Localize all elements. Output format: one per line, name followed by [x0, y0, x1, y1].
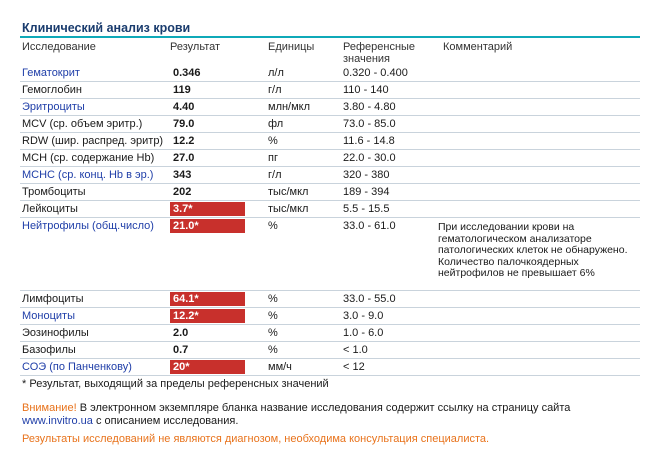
- reference-range: 3.80 - 4.80: [343, 101, 396, 113]
- test-name: Тромбоциты: [22, 186, 86, 198]
- unit: %: [268, 293, 278, 305]
- result-value-flagged: 12.2*: [170, 309, 245, 323]
- warning-text: В электронном экземпляре бланка название исследования содержит ссылку на страницу сайта: [76, 402, 571, 414]
- disclaimer: Результаты исследований не являются диагнозом, необходима консультация специалиста.: [22, 433, 490, 445]
- test-name: Эозинофилы: [22, 327, 89, 339]
- unit: %: [268, 327, 278, 339]
- table-row: [20, 99, 640, 116]
- table-row: [20, 82, 640, 99]
- reference-range: 320 - 380: [343, 169, 390, 181]
- unit: г/л: [268, 84, 282, 96]
- test-name-link[interactable]: МСНС (ср. конц. Hb в эр.): [22, 169, 154, 181]
- table-row: [20, 116, 640, 133]
- result-value: 343: [173, 169, 192, 181]
- unit: %: [268, 220, 278, 232]
- warning-text-2: с описанием исследования.: [95, 415, 239, 427]
- unit: пг: [268, 152, 278, 164]
- result-value-flagged: 64.1*: [170, 292, 245, 306]
- table-row: [20, 150, 640, 167]
- test-name-link[interactable]: Нейтрофилы (общ.число): [22, 220, 154, 232]
- unit: %: [268, 135, 278, 147]
- test-name: Базофилы: [22, 344, 76, 356]
- table-row: [20, 308, 640, 325]
- test-name: Гемоглобин: [22, 84, 82, 96]
- results-table: [20, 65, 640, 376]
- result-value: 2.0: [173, 327, 189, 339]
- table-row: [20, 184, 640, 201]
- header-units: Единицы: [268, 41, 315, 53]
- header-result: Результат: [170, 41, 221, 53]
- report-title: Клинический анализ крови: [22, 21, 191, 35]
- header-reference-line1: Референсные: [343, 41, 416, 53]
- test-name: MCH (ср. содержание Hb): [22, 152, 155, 164]
- result-value-flagged: 20*: [170, 360, 245, 374]
- reference-range: < 1.0: [343, 344, 368, 356]
- unit: %: [268, 310, 278, 322]
- reference-range: 33.0 - 55.0: [343, 293, 396, 305]
- footnote: * Результат, выходящий за пределы референсных значений: [22, 378, 329, 390]
- table-row: [20, 325, 640, 342]
- test-name: RDW (шир. распред. эритр): [22, 135, 164, 147]
- result-value: 0.7: [173, 344, 189, 356]
- reference-range: 22.0 - 30.0: [343, 152, 396, 164]
- table-header: [20, 36, 640, 67]
- reference-range: 0.320 - 0.400: [343, 67, 408, 79]
- result-value: 119: [173, 84, 191, 96]
- unit: %: [268, 344, 278, 356]
- header-reference-line2: значения: [343, 53, 391, 65]
- comment-text: При исследовании крови на гематологическом анализаторе патологических клеток не обнаружено. Количество палочкоядерных нейтрофилов не превышает 6%: [438, 221, 628, 279]
- table-row: [20, 201, 640, 218]
- test-name: MCV (ср. объем эритр.): [22, 118, 143, 130]
- test-name: Лейкоциты: [22, 203, 78, 215]
- unit: фл: [268, 118, 284, 130]
- table-row: [20, 342, 640, 359]
- test-name: Лимфоциты: [22, 293, 84, 305]
- table-row: [20, 359, 640, 376]
- table-row: [20, 133, 640, 150]
- header-reference: [343, 41, 415, 65]
- result-value-flagged: 21.0*: [170, 219, 245, 233]
- result-value: 27.0: [173, 152, 195, 164]
- result-value: 0.346: [173, 67, 201, 79]
- header-comment: Комментарий: [443, 41, 513, 53]
- header-test: Исследование: [22, 41, 96, 53]
- warning-notice: [22, 402, 632, 428]
- table-row: [20, 65, 640, 82]
- test-name-link[interactable]: Эритроциты: [22, 101, 85, 113]
- reference-range: 189 - 394: [343, 186, 390, 198]
- test-name-link[interactable]: Гематокрит: [22, 67, 80, 79]
- result-value: 4.40: [173, 101, 195, 113]
- reference-range: < 12: [343, 361, 365, 373]
- table-row: [20, 218, 640, 291]
- unit: тыс/мкл: [268, 186, 309, 198]
- result-value-flagged: 3.7*: [170, 202, 245, 216]
- warning-label: Внимание!: [22, 402, 77, 414]
- test-name-link[interactable]: Моноциты: [22, 310, 75, 322]
- reference-range: 11.6 - 14.8: [343, 135, 395, 147]
- result-value: 79.0: [173, 118, 195, 130]
- reference-range: 110 - 140: [343, 84, 389, 96]
- unit: л/л: [268, 67, 284, 79]
- site-link[interactable]: www.invitro.ua: [22, 415, 93, 427]
- table-row: [20, 291, 640, 308]
- unit: млн/мкл: [268, 101, 311, 113]
- reference-range: 1.0 - 6.0: [343, 327, 384, 339]
- reference-range: 3.0 - 9.0: [343, 310, 384, 322]
- result-value: 12.2: [173, 135, 195, 147]
- reference-range: 5.5 - 15.5: [343, 203, 390, 215]
- table-row: [20, 167, 640, 184]
- reference-range: 33.0 - 61.0: [343, 220, 396, 232]
- reference-range: 73.0 - 85.0: [343, 118, 396, 130]
- unit: мм/ч: [268, 361, 292, 373]
- unit: г/л: [268, 169, 282, 181]
- unit: тыс/мкл: [268, 203, 309, 215]
- result-value: 202: [173, 186, 192, 198]
- test-name-link[interactable]: СОЭ (по Панченкову): [22, 361, 132, 373]
